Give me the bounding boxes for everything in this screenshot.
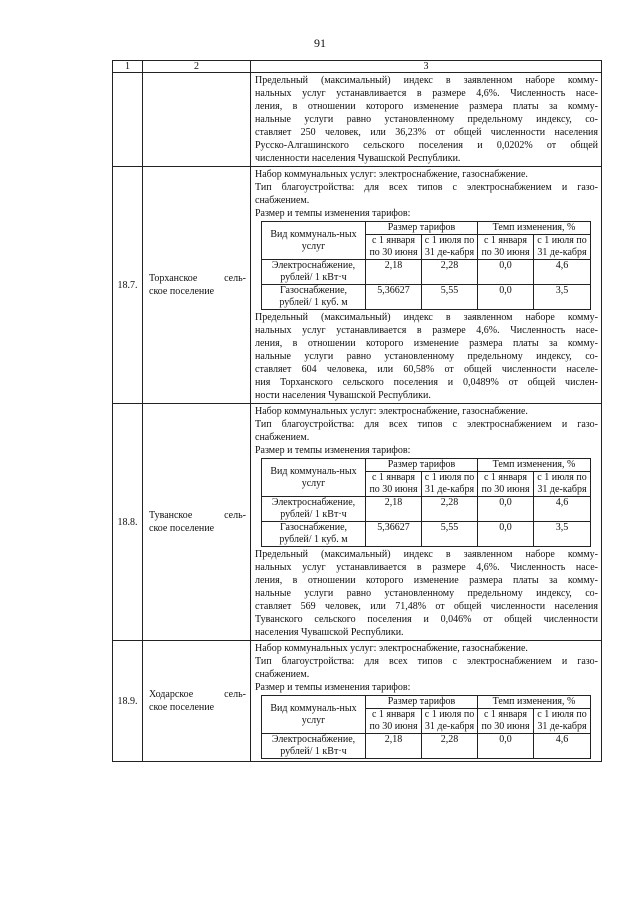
tariff-size-header: Размер тарифов [366, 696, 478, 709]
rate-value-jul: 3,5 [534, 285, 591, 310]
settlement-rows [113, 167, 602, 762]
text-line: ления, в отношении которого изменение размера платы за комму- [255, 101, 598, 112]
settlement-name [143, 167, 251, 404]
intro-line: Набор коммунальных услуг: электроснабжение, газоснабжение. [255, 406, 528, 417]
settlement-name-line: Торханское сель- [149, 273, 246, 284]
intro-line: Тип благоустройства: для всех типов с электроснабжением и газо- [255, 656, 598, 667]
tariff-period-header: с 1 июля по 31 де-кабря [422, 472, 478, 497]
settlement-name-line: Туванское сель- [149, 510, 246, 521]
tariff-kind-header: Вид коммуналь-ных услуг [262, 222, 366, 260]
settlement-name-line: Ходарское сель- [149, 689, 246, 700]
index-paragraph [255, 548, 598, 639]
tariff-period-header: с 1 января по 30 июня [478, 709, 534, 734]
settlement-details [251, 641, 602, 762]
tariff-service: Газоснабжение, рублей/ 1 куб. м [262, 285, 366, 310]
settlement-details [251, 167, 602, 404]
tariff-value-jul: 2,28 [422, 497, 478, 522]
tariff-period-header: с 1 июля по 31 де-кабря [422, 709, 478, 734]
settlement-name [143, 641, 251, 762]
tariff-value-jul: 2,28 [422, 734, 478, 759]
rate-value-jan: 0,0 [478, 285, 534, 310]
rate-value-jul: 4,6 [534, 734, 591, 759]
column-number-2: 2 [143, 61, 251, 73]
settlement-name-line: ское поселение [149, 523, 215, 534]
page-number: 91 [314, 36, 326, 50]
text-line: ности населения Чувашской Республики. [255, 390, 431, 401]
settlement-details [251, 404, 602, 641]
intro-line: Тип благоустройства: для всех типов с электроснабжением и газо- [255, 182, 598, 193]
tariff-header-row [262, 459, 591, 472]
tariff-row [262, 497, 591, 522]
rate-value-jul: 4,6 [534, 260, 591, 285]
intro-line: снабжением. [255, 195, 310, 206]
tariff-rate-header: Темп изменения, % [478, 696, 591, 709]
text-line: Предельный (максимальный) индекс в заявленном наборе комму- [255, 312, 598, 323]
tariff-period-header: с 1 июля по 31 де-кабря [534, 235, 591, 260]
tariff-value-jul: 5,55 [422, 522, 478, 547]
text-line: ния Торханского сельского поселения и 0,0489% от общей числен- [255, 377, 598, 388]
tariff-service: Газоснабжение, рублей/ 1 куб. м [262, 522, 366, 547]
text-line: нальных услуг устанавливается в размере 4,6%. Численность насе- [255, 325, 598, 336]
tariff-value-jul: 5,55 [422, 285, 478, 310]
row-number: 18.8. [113, 404, 143, 641]
column-number-1: 1 [113, 61, 143, 73]
rate-value-jul: 4,6 [534, 497, 591, 522]
tariff-period-header: с 1 января по 30 июня [366, 235, 422, 260]
settlement-row [113, 167, 602, 404]
tariff-service: Электроснабжение, рублей/ 1 кВт·ч [262, 734, 366, 759]
text-line: Русско-Алгашинского сельского поселения и 0,0202% от общей [255, 140, 598, 151]
text-line: ставляет 250 человек, или 36,23% от общей численности населения [255, 127, 598, 138]
tariff-row [262, 522, 591, 547]
tariff-row [262, 260, 591, 285]
tariff-rate-header: Темп изменения, % [478, 222, 591, 235]
continuation-paragraph [255, 74, 598, 165]
column-number-row [113, 61, 602, 73]
tariff-size-header: Размер тарифов [366, 459, 478, 472]
settlement-name-line: ское поселение [149, 702, 215, 713]
tariff-period-header: с 1 января по 30 июня [366, 472, 422, 497]
tariff-header-row [262, 696, 591, 709]
text-line: населения Чувашской Республики. [255, 627, 404, 638]
tariff-period-header: с 1 января по 30 июня [478, 235, 534, 260]
intro-line: Набор коммунальных услуг: электроснабжение, газоснабжение. [255, 643, 528, 654]
row-number: 18.9. [113, 641, 143, 762]
text-line: Предельный (максимальный) индекс в заявленном наборе комму- [255, 549, 598, 560]
column-number-3: 3 [251, 61, 602, 73]
settlement-row [113, 641, 602, 762]
text-line: ления, в отношении которого изменение размера платы за комму- [255, 338, 598, 349]
tariff-value-jan: 5,36627 [366, 285, 422, 310]
settlement-row [113, 404, 602, 641]
tariff-value-jan: 2,18 [366, 497, 422, 522]
text-line: нальные услуги равно установленному предельному индексу, со- [255, 114, 598, 125]
tariff-header-row [262, 222, 591, 235]
tariff-period-header: с 1 января по 30 июня [366, 709, 422, 734]
text-line: нальные услуги равно установленному предельному индексу, со- [255, 351, 598, 362]
rate-value-jan: 0,0 [478, 497, 534, 522]
text-line: нальных услуг устанавливается в размере 4,6%. Численность насе- [255, 562, 598, 573]
tariff-table [261, 695, 591, 759]
tariff-table [261, 221, 591, 310]
row-number: 18.7. [113, 167, 143, 404]
tariff-value-jul: 2,28 [422, 260, 478, 285]
tariff-row [262, 734, 591, 759]
text-line: нальных услуг устанавливается в размере 4,6%. Численность насе- [255, 88, 598, 99]
empty-name-cell [143, 73, 251, 167]
intro-line: Размер и темпы изменения тарифов: [255, 445, 411, 456]
intro-line: Набор коммунальных услуг: электроснабжение, газоснабжение. [255, 169, 528, 180]
intro-line: снабжением. [255, 432, 310, 443]
text-line: численности населения Чувашской Республики. [255, 153, 461, 164]
text-line: ставляет 604 человека, или 60,58% от общей численности населе- [255, 364, 598, 375]
text-line: Туванского сельского поселения и 0,046% от общей численности [255, 614, 598, 625]
tariff-value-jan: 5,36627 [366, 522, 422, 547]
tariff-table [261, 458, 591, 547]
tariff-service: Электроснабжение, рублей/ 1 кВт·ч [262, 497, 366, 522]
tariff-period-header: с 1 января по 30 июня [478, 472, 534, 497]
rate-value-jan: 0,0 [478, 522, 534, 547]
tariff-value-jan: 2,18 [366, 734, 422, 759]
tariff-value-jan: 2,18 [366, 260, 422, 285]
index-paragraph [255, 311, 598, 402]
rate-value-jan: 0,0 [478, 260, 534, 285]
intro-line: Размер и темпы изменения тарифов: [255, 682, 411, 693]
settlements-table [112, 60, 602, 762]
rate-value-jul: 3,5 [534, 522, 591, 547]
tariff-size-header: Размер тарифов [366, 222, 478, 235]
text-line: ставляет 569 человек, или 71,48% от общей численности населения [255, 601, 598, 612]
tariff-row [262, 285, 591, 310]
empty-num-cell [113, 73, 143, 167]
tariff-period-header: с 1 июля по 31 де-кабря [422, 235, 478, 260]
tariff-kind-header: Вид коммуналь-ных услуг [262, 459, 366, 497]
tariff-service: Электроснабжение, рублей/ 1 кВт·ч [262, 260, 366, 285]
intro-line: Размер и темпы изменения тарифов: [255, 208, 411, 219]
settlement-name-line: ское поселение [149, 286, 215, 297]
settlement-name [143, 404, 251, 641]
text-line: ления, в отношении которого изменение размера платы за комму- [255, 575, 598, 586]
intro-line: Тип благоустройства: для всех типов с электроснабжением и газо- [255, 419, 598, 430]
intro-line: снабжением. [255, 669, 310, 680]
tariff-rate-header: Темп изменения, % [478, 459, 591, 472]
continuation-text [251, 73, 602, 167]
tariff-period-header: с 1 июля по 31 де-кабря [534, 709, 591, 734]
text-line: нальные услуги равно установленному предельному индексу, со- [255, 588, 598, 599]
continuation-row [113, 73, 602, 167]
text-line: Предельный (максимальный) индекс в заявленном наборе комму- [255, 75, 598, 86]
tariff-kind-header: Вид коммуналь-ных услуг [262, 696, 366, 734]
rate-value-jan: 0,0 [478, 734, 534, 759]
tariff-period-header: с 1 июля по 31 де-кабря [534, 472, 591, 497]
